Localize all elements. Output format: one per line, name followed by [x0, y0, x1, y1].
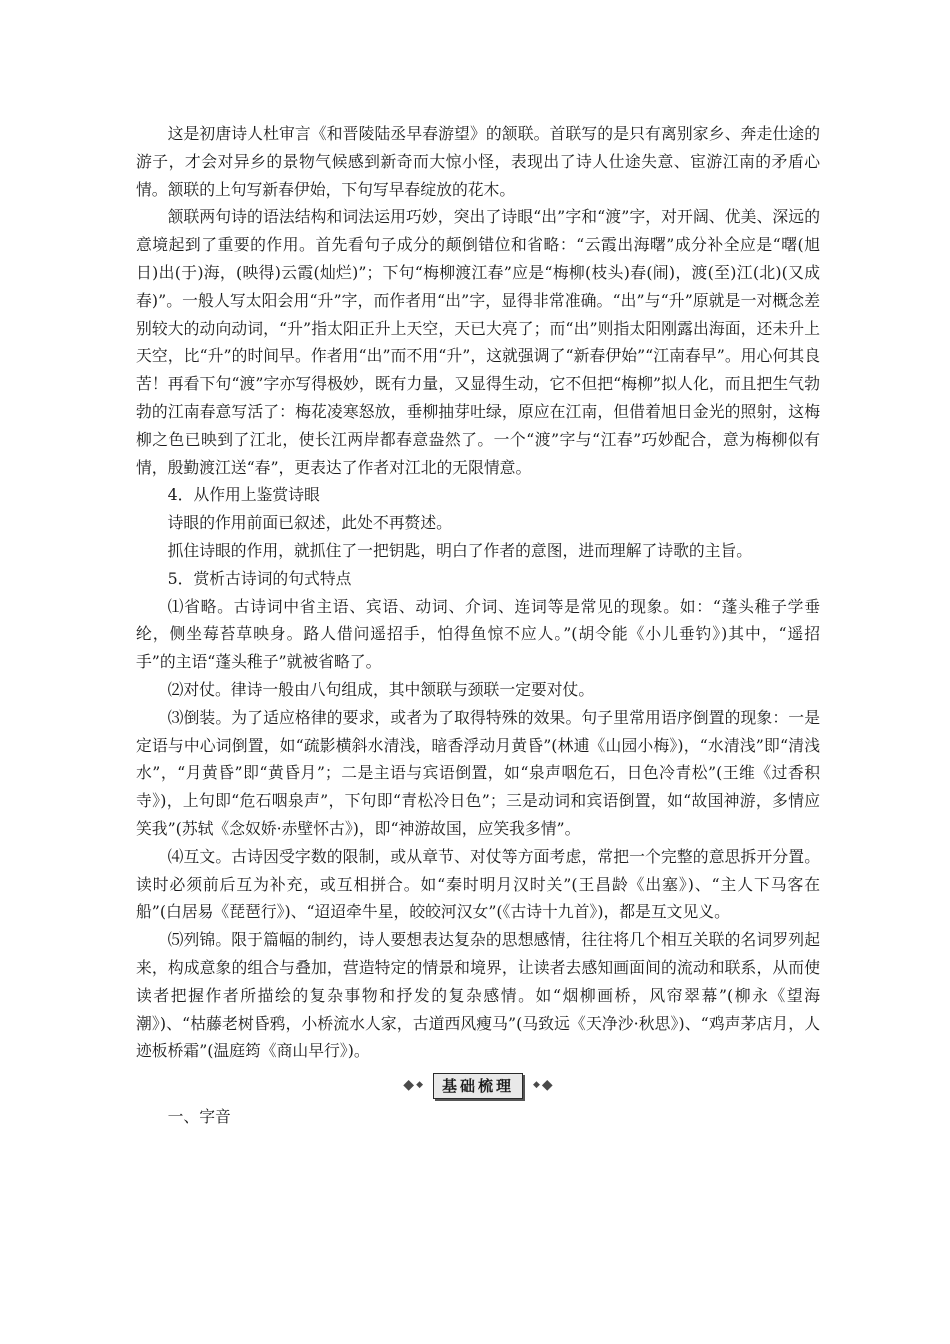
- paragraph-analysis: 颔联两句诗的语法结构和词法运用巧妙，突出了诗眼“出”字和“渡”字，对开阔、优美、深远的意境起到了重要的作用。首先看句子成分的颠倒错位和省略：“云霞出海曙”成分补全应是“曙(旭日)出(于)海，(映得)云霞(灿烂)”；下句“梅柳渡江春”应是“梅柳(枝头)春(闹)，渡(至)江(北)(又成春)”。一般人写太阳会用“升”字，而作者用“出”字，显得非常准确。“出”与“升”原就是一对概念差别较大的动向动词，“升”指太阳正升上天空，天已大亮了；而“出”则指太阳刚露出海面，还未升上天空，比“升”的时间早。作者用“出”而不用“升”，这就强调了“新春伊始”“江南春早”。用心何其良苦！再看下句“渡”字亦写得极妙，既有力量，又显得生动，它不但把“梅柳”拟人化，而且把生气勃勃的江南春意写活了：梅花凌寒怒放，垂柳抽芽吐绿，原应在江南，但借着旭日金光的照射，这梅柳之色已映到了江北，使长江两岸都春意盎然了。一个“渡”字与“江春”巧妙配合，意为梅柳似有情，殷勤渡江送“春”，更表达了作者对江北的无限情意。: [136, 207, 820, 477]
- section-4-paragraph-2: 抓住诗眼的作用，就抓住了一把钥匙，明白了作者的意图，进而理解了诗歌的主旨。: [167, 540, 753, 560]
- document-body: [136, 120, 820, 1131]
- section-5-item-omission: ⑴省略。古诗词中省主语、宾语、动词、介词、连词等是常见的现象。如：“蓬头稚子学垂纶，侧坐莓苔草映身。路人借问遥招手，怕得鱼惊不应人。”(胡令能《小儿垂钓》)其中，“遥招手”的主语“蓬头稚子”就被省略了。: [136, 596, 820, 672]
- section-5-item-juxtaposition: ⑸列锦。限于篇幅的制约，诗人要想表达复杂的思想感情，往往将几个相互关联的名词罗列起来，构成意象的组合与叠加，营造特定的情景和境界，让读者去感知画面间的流动和联系，从而使读者把握作者所描绘的复杂事物和抒发的复杂感情。如“烟柳画桥，风帘翠幕”(柳永《望海潮》)、“枯藤老树昏鸦，小桥流水人家，古道西风瘦马”(马致远《天净沙·秋思》)、“鸡声茅店月，人迹板桥霜”(温庭筠《商山早行》)。: [136, 930, 820, 1061]
- diamond-ornament-right-icon: ◆ ◆: [533, 1077, 553, 1094]
- diamond-ornament-left-icon: ◆ ◆: [403, 1077, 423, 1094]
- section-5-item-intertext: ⑷互文。古诗因受字数的限制，或从章节、对仗等方面考虑，常把一个完整的意思拆开分置。读时必须前后互为补充，或互相拼合。如“秦时明月汉时关”(王昌龄《出塞》)、“主人下马客在船”(白居易《琵琶行》)、“迢迢牵牛星，皎皎河汉女”(《古诗十九首》)，都是互文见义。: [136, 846, 820, 922]
- section-5-item-antithesis: ⑵对仗。律诗一般由八句组成，其中颔联与颈联一定要对仗。: [167, 679, 595, 699]
- section-banner: [136, 1071, 820, 1101]
- section-4-paragraph-1: 诗眼的作用前面已叙述，此处不再赘述。: [167, 513, 452, 533]
- section-5-item-inversion: ⑶倒装。为了适应格律的要求，或者为了取得特殊的效果。句子里常用语序倒置的现象：一是定语与中心词倒置，如“疏影横斜水清浅，暗香浮动月黄昏”(林逋《山园小梅》)，“水清浅”即“清浅水”，“月黄昏”即“黄昏月”；二是主语与宾语倒置，如“泉声咽危石，日色冷青松”(王维《过香积寺》)，上句即“危石咽泉声”，下句即“青松冷日色”；三是动词和宾语倒置，如“故国神游，多情应笑我”(苏轼《念奴娇·赤壁怀古》)，即“神游故国，应笑我多情”。: [136, 707, 820, 838]
- paragraph-intro: 这是初唐诗人杜审言《和晋陵陆丞早春游望》的颔联。首联写的是只有离别家乡、奔走仕途的游子，才会对异乡的景物气候感到新奇而大惊小怪，表现出了诗人仕途失意、宦游江南的矛盾心情。颔联的上句写新春伊始，下句写早春绽放的花木。: [136, 124, 820, 199]
- banner-label: 基础梳理: [433, 1073, 523, 1099]
- subsection-heading-pronunciation: 一、字音: [167, 1107, 231, 1127]
- section-4-heading: 4．从作用上鉴赏诗眼: [167, 485, 320, 505]
- section-5-heading: 5．赏析古诗词的句式特点: [167, 568, 352, 588]
